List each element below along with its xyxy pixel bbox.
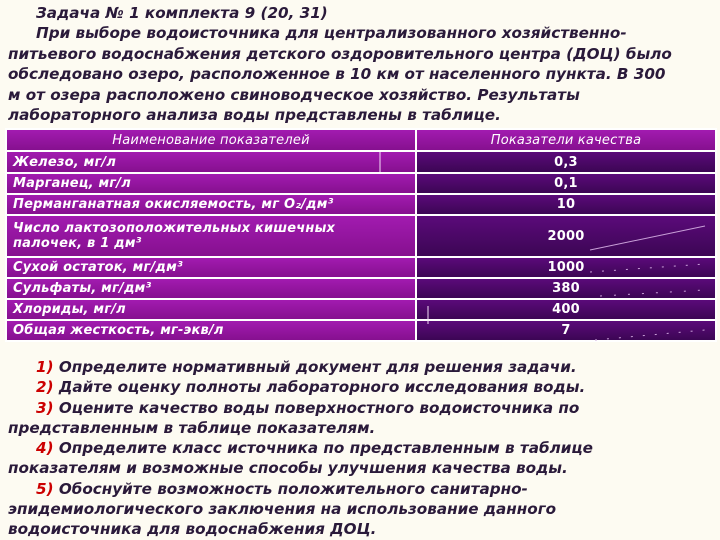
parameter-name: Общая жесткость, мг-экв/л	[6, 320, 416, 341]
parameter-value: 10	[416, 194, 716, 215]
question-number: 4)	[36, 439, 54, 458]
table-header-row	[6, 129, 716, 151]
parameter-name: Сульфаты, мг/дм³	[6, 278, 416, 299]
table-row	[6, 320, 716, 341]
question-number: 5)	[36, 479, 54, 498]
table-row	[6, 299, 716, 320]
parameter-value: 400	[416, 299, 716, 320]
table-row	[6, 257, 716, 278]
question-text: показателям и возможные способы улучшения качества воды.	[8, 459, 568, 478]
parameter-value: 7	[416, 320, 716, 341]
question-item	[8, 398, 714, 418]
parameter-name: Железо, мг/л	[6, 151, 416, 173]
table-row	[6, 173, 716, 194]
question-item	[8, 479, 714, 499]
parameter-name: Марганец, мг/л	[6, 173, 416, 194]
parameter-value: 1000	[416, 257, 716, 278]
question-text: Определите класс источника по представленным в таблице	[58, 439, 593, 458]
question-item	[8, 357, 714, 377]
parameter-value: 0,1	[416, 173, 716, 194]
table-row	[6, 215, 716, 257]
question-text: Дайте оценку полноты лабораторного исследования воды.	[58, 378, 586, 397]
parameter-name: Сухой остаток, мг/дм³	[6, 257, 416, 278]
column-header-value: Показатели качества	[416, 129, 716, 151]
question-number: 3)	[36, 398, 54, 417]
parameter-value: 0,3	[416, 151, 716, 173]
intro-line: м от озера расположено свиноводческое хозяйство. Результаты	[8, 85, 580, 104]
question-text: Обоснуйте возможность положительного санитарно-	[58, 479, 528, 498]
parameter-name: Хлориды, мг/л	[6, 299, 416, 320]
question-text: водоисточника для водоснабжения ДОЦ.	[8, 520, 377, 539]
parameter-value: 380	[416, 278, 716, 299]
questions-list	[8, 357, 714, 540]
intro-line: При выборе водоисточника для централизованного хозяйственно-	[36, 24, 627, 43]
intro-line: лабораторного анализа воды представлены в таблице.	[8, 106, 501, 125]
question-text: эпидемиологического заключения на использование данного	[8, 500, 557, 519]
intro-line: питьевого водоснабжения детского оздоровительного центра (ДОЦ) было	[8, 44, 672, 63]
parameter-name: Перманганатная окисляемость, мг O₂/дм³	[6, 194, 416, 215]
question-number: 1)	[36, 358, 54, 376]
table-row	[6, 278, 716, 299]
intro-line: обследовано озеро, расположенное в 10 км от населенного пункта. В 300	[8, 65, 666, 84]
table-row	[6, 194, 716, 215]
task-title: Задача № 1 комплекта 9 (20, 31)	[36, 4, 328, 22]
table-row	[6, 151, 716, 173]
parameter-name: Число лактозоположительных кишечных палочек, в 1 дм³	[6, 215, 416, 257]
question-text: Определите нормативный документ для решения задачи.	[58, 358, 577, 376]
question-text: представленным в таблице показателям.	[8, 418, 376, 437]
question-text: Оцените качество воды поверхностного водоисточника по	[58, 398, 580, 417]
parameter-value: 2000	[416, 215, 716, 257]
column-header-parameter: Наименование показателей	[6, 129, 416, 151]
question-item	[8, 377, 714, 397]
question-item	[8, 438, 714, 458]
task-intro	[8, 3, 714, 125]
water-analysis-table	[5, 128, 717, 342]
question-number: 2)	[36, 378, 54, 397]
